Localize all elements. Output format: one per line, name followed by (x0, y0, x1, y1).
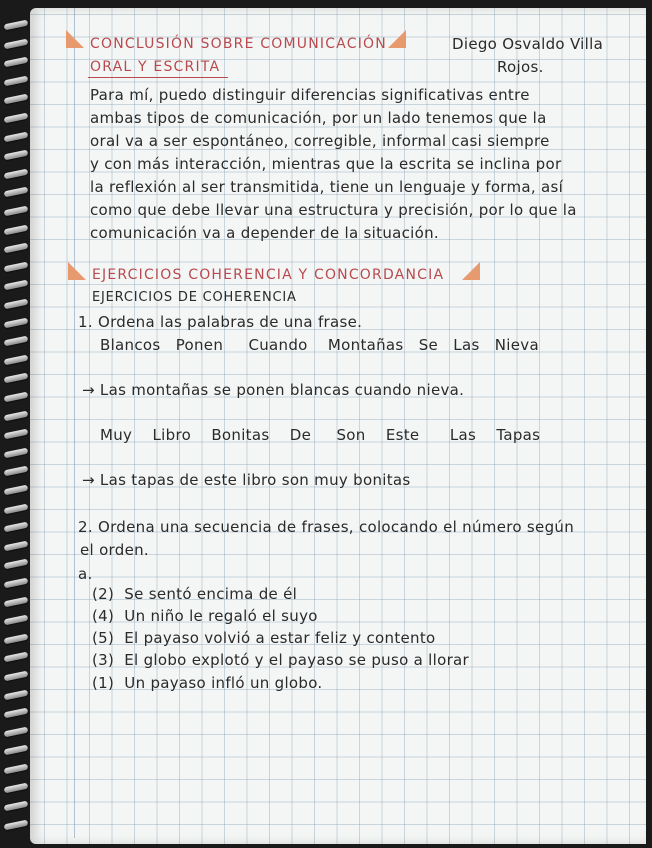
coil-ring-icon (4, 131, 29, 142)
coil-ring-icon (4, 94, 29, 105)
coil-ring-icon (4, 596, 29, 607)
coil-ring-icon (4, 801, 29, 812)
exercise-1-answer-a: → Las montañas se ponen blancas cuando nieva. (82, 381, 465, 399)
section-title: EJERCICIOS COHERENCIA Y CONCORDANCIA (92, 267, 445, 283)
coil-ring-icon (4, 429, 29, 440)
coil-ring-icon (4, 485, 29, 496)
conclusion-title-line1: CONCLUSIÓN SOBRE COMUNICACIÓN (90, 36, 387, 52)
section-subtitle: EJERCICIOS DE COHERENCIA (92, 290, 297, 305)
section-triangle-left-icon (68, 262, 86, 280)
coil-ring-icon (4, 671, 29, 682)
coil-ring-icon (4, 764, 29, 775)
coil-ring-icon (4, 466, 29, 477)
coil-ring-icon (4, 447, 29, 458)
coil-ring-icon (4, 20, 29, 31)
conclusion-line: comunicación va a depender de la situación. (90, 224, 439, 242)
author-name-line1: Diego Osvaldo Villa (452, 35, 604, 53)
exercise-2-item: (2) Se sentó encima de él (92, 585, 298, 603)
margin-line (74, 8, 75, 838)
exercise-2-prompt-line1: 2. Ordena una secuencia de frases, colocando el número según (78, 518, 574, 536)
coil-ring-icon (4, 168, 29, 179)
coil-ring-icon (4, 559, 29, 570)
coil-ring-icon (4, 373, 29, 384)
coil-ring-icon (4, 615, 29, 626)
coil-ring-icon (4, 38, 29, 49)
coil-ring-icon (4, 522, 29, 533)
coil-ring-icon (4, 75, 29, 86)
conclusion-line: Para mí, puedo distinguir diferencias significativas entre (90, 86, 530, 104)
coil-ring-icon (4, 652, 29, 663)
conclusion-line: como que debe llevar una estructura y precisión, por lo que la (90, 201, 577, 219)
coil-ring-icon (4, 503, 29, 514)
exercise-2-item: (5) El payaso volvió a estar feliz y contento (92, 629, 436, 647)
coil-ring-icon (4, 243, 29, 254)
coil-ring-icon (4, 261, 29, 272)
exercise-2-item: (1) Un payaso infló un globo. (92, 674, 323, 692)
conclusion-title-line2: ORAL Y ESCRITA (90, 59, 221, 75)
coil-ring-icon (4, 336, 29, 347)
coil-ring-icon (4, 782, 29, 793)
coil-ring-icon (4, 113, 29, 124)
coil-ring-icon (4, 633, 29, 644)
coil-ring-icon (4, 819, 29, 830)
conclusion-line: y con más interacción, mientras que la escrita se inclina por (90, 155, 562, 173)
coil-ring-icon (4, 187, 29, 198)
exercise-1-words-a: Blancos Ponen Cuando Montañas Se Las Nieva (100, 336, 539, 354)
exercise-1-answer-b: → Las tapas de este libro son muy bonitas (82, 471, 411, 489)
conclusion-line: oral va a ser espontáneo, corregible, informal casi siempre (90, 132, 550, 150)
coil-ring-icon (4, 708, 29, 719)
exercise-1-words-b: Muy Libro Bonitas De Son Este Las Tapas (100, 426, 541, 444)
conclusion-line: ambas tipos de comunicación, por un lado tenemos que la (90, 109, 547, 127)
exercise-2-item: (4) Un niño le regaló el suyo (92, 607, 318, 625)
exercise-2-prompt-line2: el orden. (80, 541, 149, 559)
coil-ring-icon (4, 299, 29, 310)
coil-ring-icon (4, 57, 29, 68)
exercise-1-prompt: 1. Ordena las palabras de una frase. (78, 313, 363, 331)
coil-ring-icon (4, 540, 29, 551)
exercise-2-item: (3) El globo explotó y el payaso se puso a llorar (92, 651, 470, 669)
title-underline (88, 77, 228, 78)
coil-ring-icon (4, 726, 29, 737)
conclusion-line: la reflexión al ser transmitida, tiene un lenguaje y forma, así (90, 178, 564, 196)
coil-ring-icon (4, 745, 29, 756)
coil-ring-icon (4, 689, 29, 700)
coil-ring-icon (4, 410, 29, 421)
coil-ring-icon (4, 206, 29, 217)
coil-ring-icon (4, 578, 29, 589)
title-triangle-left-icon (66, 30, 84, 48)
coil-ring-icon (4, 354, 29, 365)
coil-ring-icon (4, 224, 29, 235)
coil-ring-icon (4, 150, 29, 161)
author-name-line2: Rojos. (497, 58, 544, 76)
exercise-2-label: a. (78, 565, 93, 583)
spiral-binding (0, 0, 34, 848)
title-triangle-right-icon (388, 30, 406, 48)
coil-ring-icon (4, 317, 29, 328)
section-triangle-right-icon (462, 262, 480, 280)
coil-ring-icon (4, 280, 29, 291)
coil-ring-icon (4, 392, 29, 403)
